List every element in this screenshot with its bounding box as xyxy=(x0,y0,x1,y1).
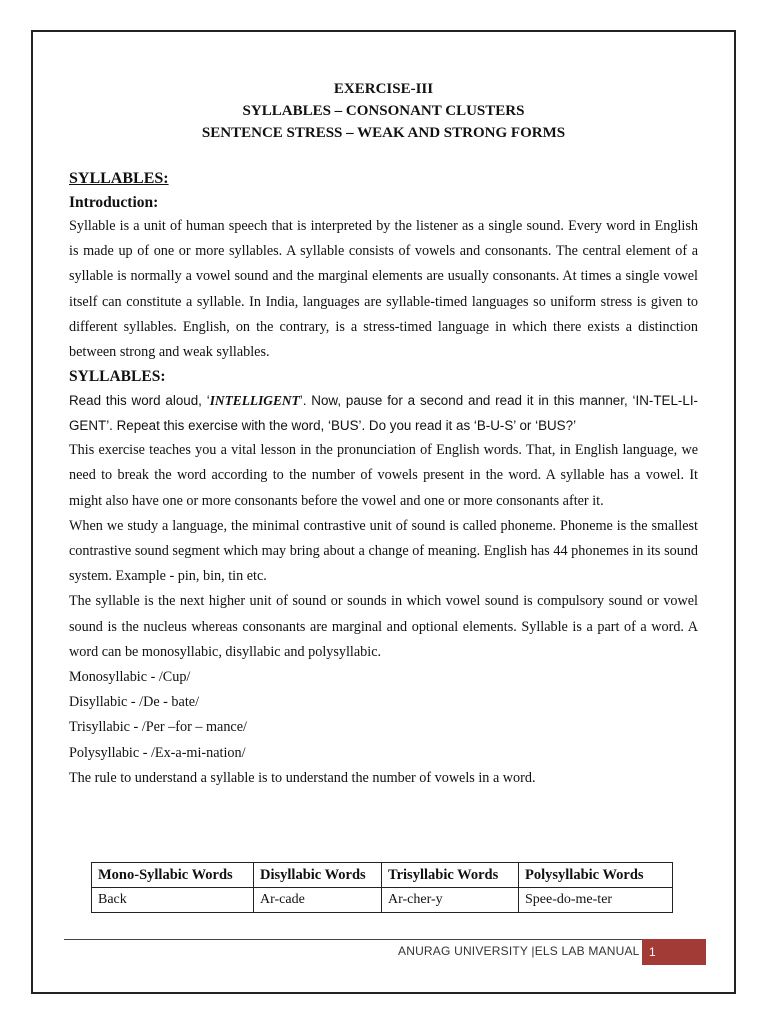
document-body xyxy=(69,78,698,791)
paragraph-syllable-unit: The syllable is the next higher unit of sound or sounds in which vowel sound is compulsory sound or vowel sound is the nucleus whereas consonants are marginal and optional elements. Syllable is a part of a word. A word can be monosyllabic, disyllabic and polysyllabic. xyxy=(69,593,698,660)
table-cell: Ar-cher-y xyxy=(382,888,519,913)
subtitle-consonant-clusters: SYLLABLES – CONSONANT CLUSTERS xyxy=(242,103,525,119)
intelligent-emphasis: INTELLIGENT xyxy=(209,393,300,409)
footer-title: ANURAG UNIVERSITY |ELS LAB MANUAL xyxy=(398,944,640,958)
table-header-cell: Trisyllabic Words xyxy=(382,863,519,888)
read-part1: Read this word aloud, ‘ xyxy=(69,393,210,409)
paragraph-phoneme: When we study a language, the minimal contrastive unit of sound is called phoneme. Phoneme is the smallest contrastive sound segment which may bring about a change of meaning. English has 44 phonemes in its sound system. Example - pin, bin, tin etc. xyxy=(69,517,698,585)
syllables-heading: SYLLABLES: xyxy=(69,368,166,386)
intro-paragraph: Syllable is a unit of human speech that is interpreted by the listener as a single sound. Every word in English is made up of one or more syllables. A syllable consists of vowels and consonants. The central element of a syllable is normally a vowel sound and the marginal elements are usually consonants. At times a single vowel itself can constitute a syllable. In India, languages are syllable-timed languages so uniform stress is given to different syllables. English, on the contrary, is a stress-timed language in which there exists a distinction between strong and weak syllables. xyxy=(69,218,698,361)
read-part2: ’. Now, pause for a second and read it in this manner, ‘IN-TEL-LI-GENT’. Repeat this exercise with the word, ‘BUS’. Do you read it as ‘B-U-S’ or ‘BUS?’ xyxy=(69,393,699,434)
example-disyllabic: Disyllabic - /De - bate/ xyxy=(69,694,200,711)
intro-heading: Introduction: xyxy=(69,194,159,211)
example-monosyllabic: Monosyllabic - /Cup/ xyxy=(69,669,191,686)
rule-line: The rule to understand a syllable is to understand the number of vowels in a word. xyxy=(69,769,536,786)
subtitle-sentence-stress: SENTENCE STRESS – WEAK AND STRONG FORMS xyxy=(201,125,566,141)
paragraph-pronunciation: This exercise teaches you a vital lesson in the pronunciation of English words. That, in English language, we need to break the word according to the number of vowels present in the word. A syllable has a vowel. It might also have one or more consonants before the vowel and one or more consonants after it. xyxy=(69,442,698,509)
table-cell: Ar-cade xyxy=(254,888,382,913)
table-header-cell: Polysyllabic Words xyxy=(519,863,673,888)
table-cell: Back xyxy=(92,888,254,913)
table-header-cell: Disyllabic Words xyxy=(254,863,382,888)
example-polysyllabic: Polysyllabic - /Ex-a-mi-nation/ xyxy=(69,744,246,761)
syllable-table xyxy=(91,862,673,913)
section-heading: SYLLABLES: xyxy=(69,170,169,187)
page-number: 1 xyxy=(642,939,706,965)
exercise-title: EXERCISE-III xyxy=(333,81,434,97)
table-header-cell: Mono-Syllabic Words xyxy=(92,863,254,888)
footer-rule xyxy=(64,939,642,940)
table-header-row xyxy=(92,863,673,888)
read-aloud-paragraph xyxy=(69,388,698,438)
table-cell: Spee-do-me-ter xyxy=(519,888,673,913)
example-trisyllabic: Trisyllabic - /Per –for – mance/ xyxy=(69,719,247,736)
table-row xyxy=(92,888,673,913)
title-block xyxy=(69,78,698,144)
